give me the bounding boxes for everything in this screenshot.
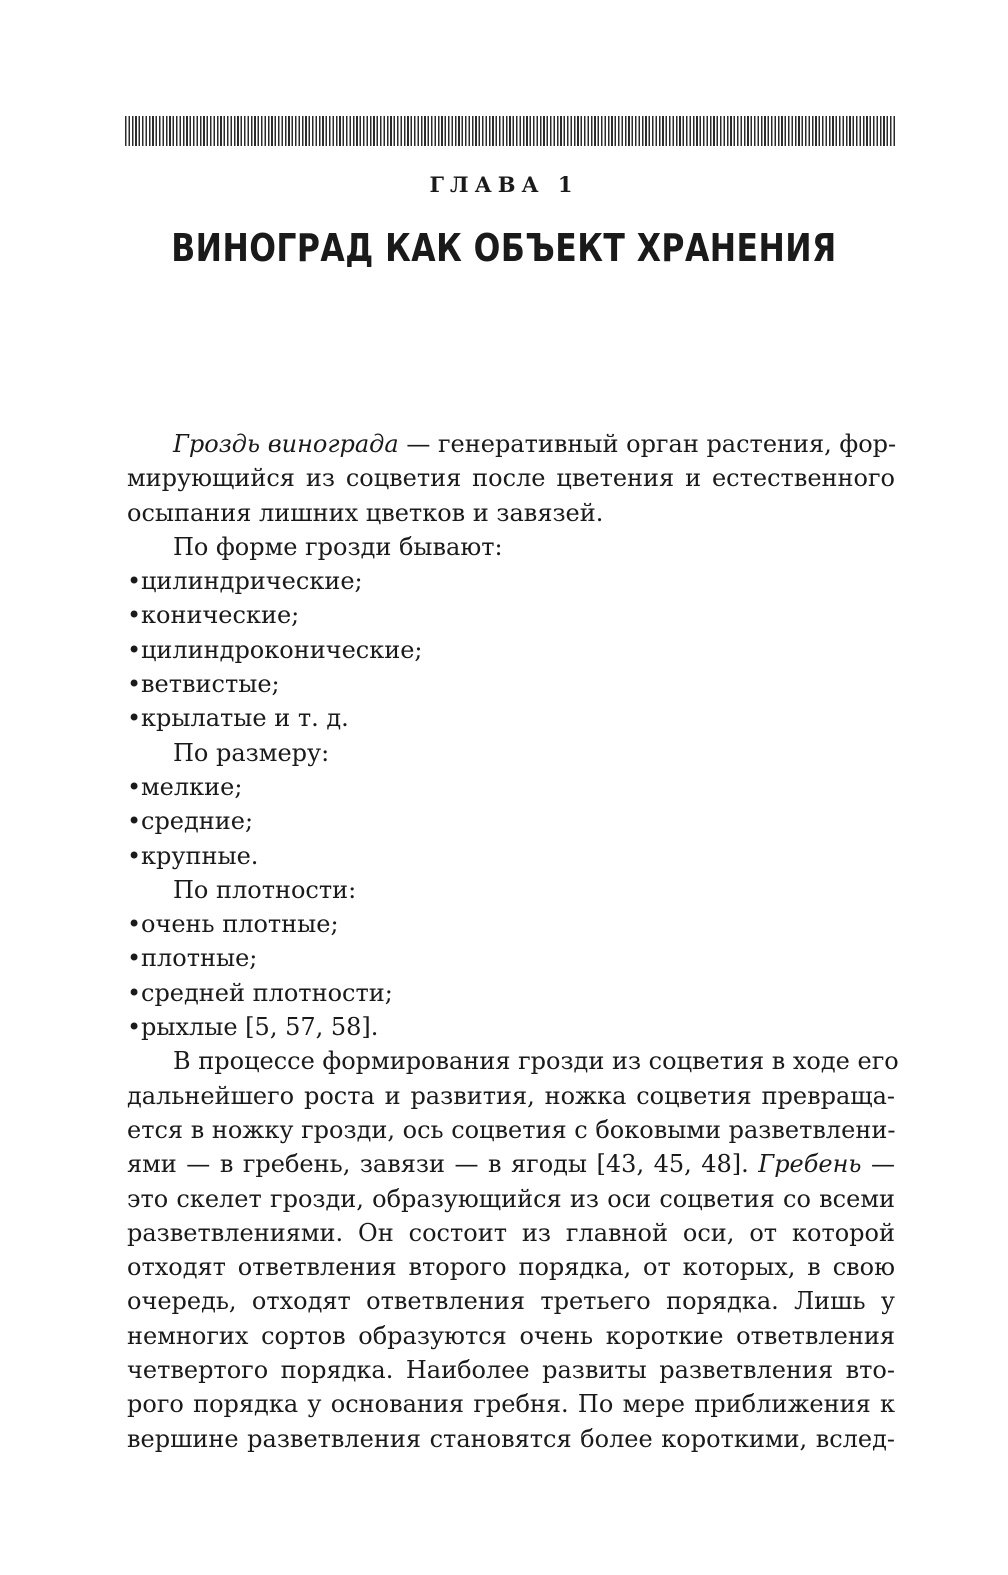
intro-line-1: Гроздь винограда — генеративный орган растения, фор- xyxy=(173,430,897,458)
paragraph-line: четвертого порядка. Наиболее развиты разветвления вто- xyxy=(127,1356,895,1385)
paragraph-line: ется в ножку грозди, ось соцветия с боковыми разветвлени- xyxy=(127,1115,896,1144)
paragraph-line: ями — в гребень, завязи — в ягоды [43, 45, 48]. Гребень — xyxy=(127,1150,895,1179)
list-item: •очень плотные; xyxy=(127,907,895,941)
group-heading: По плотности: xyxy=(173,875,357,904)
list-item: •конические; xyxy=(127,598,895,632)
bullet-icon: • xyxy=(127,978,142,1007)
bullet-icon: • xyxy=(127,807,142,836)
paragraph-line: разветвлениями. Он состоит из главной оси, от которой xyxy=(127,1218,895,1247)
list-item: •средние; xyxy=(127,804,895,838)
intro-line-3: осыпания лишних цветков и завязей. xyxy=(127,498,604,527)
list-item: •средней плотности; xyxy=(127,976,895,1010)
paragraph-line: отходят ответвления второго порядка, от которых, в свою xyxy=(127,1253,895,1282)
paragraph-line: рого порядка у основания гребня. По мере приближения к xyxy=(127,1390,895,1419)
group-heading: По размеру: xyxy=(173,738,330,767)
intro-line-2: мирующийся из соцветия после цветения и естественного xyxy=(127,464,895,493)
list-item: •ветвистые; xyxy=(127,667,895,701)
paragraph-line: немногих сортов образуются очень короткие ответвления xyxy=(127,1321,895,1350)
bullet-icon: • xyxy=(127,841,142,870)
bullet-icon: • xyxy=(127,1013,142,1042)
paragraph-line: дальнейшего роста и развития, ножка соцветия превраща- xyxy=(127,1081,895,1110)
decorative-header-rule xyxy=(125,116,896,146)
bullet-icon: • xyxy=(127,567,142,596)
list-item: •цилиндроконические; xyxy=(127,633,895,667)
bullet-icon: • xyxy=(127,635,142,664)
bullet-icon: • xyxy=(127,772,142,801)
paragraph-line: вершине разветвления становятся более короткими, вслед- xyxy=(127,1424,895,1453)
chapter-label: ГЛАВА 1 xyxy=(429,172,579,197)
term-greben: Гребень xyxy=(758,1150,862,1179)
list-item: •мелкие; xyxy=(127,770,895,804)
term-grozd: Гроздь винограда xyxy=(173,430,399,458)
group-heading: По форме грозди бывают: xyxy=(173,532,503,561)
bullet-icon: • xyxy=(127,944,142,973)
list-item: •цилиндрические; xyxy=(127,564,895,598)
paragraph-line: это скелет грозди, образующийся из оси соцветия со всеми xyxy=(127,1184,895,1213)
paragraph-line: В процессе формирования грозди из соцветия в ходе его xyxy=(173,1047,899,1076)
bullet-icon: • xyxy=(127,670,142,699)
bullet-icon: • xyxy=(127,704,142,733)
body-text xyxy=(127,427,899,1456)
list-item: •рыхлые [5, 57, 58]. xyxy=(127,1010,895,1044)
paragraph-line: очередь, отходят ответвления третьего порядка. Лишь у xyxy=(127,1287,895,1316)
list-item: •плотные; xyxy=(127,941,895,975)
chapter-title: ВИНОГРАД КАК ОБЪЕКТ ХРАНЕНИЯ xyxy=(171,226,837,270)
list-item: •крылатые и т. д. xyxy=(127,701,895,735)
bullet-icon: • xyxy=(127,601,142,630)
list-item: •крупные. xyxy=(127,839,895,873)
bullet-icon: • xyxy=(127,910,142,939)
